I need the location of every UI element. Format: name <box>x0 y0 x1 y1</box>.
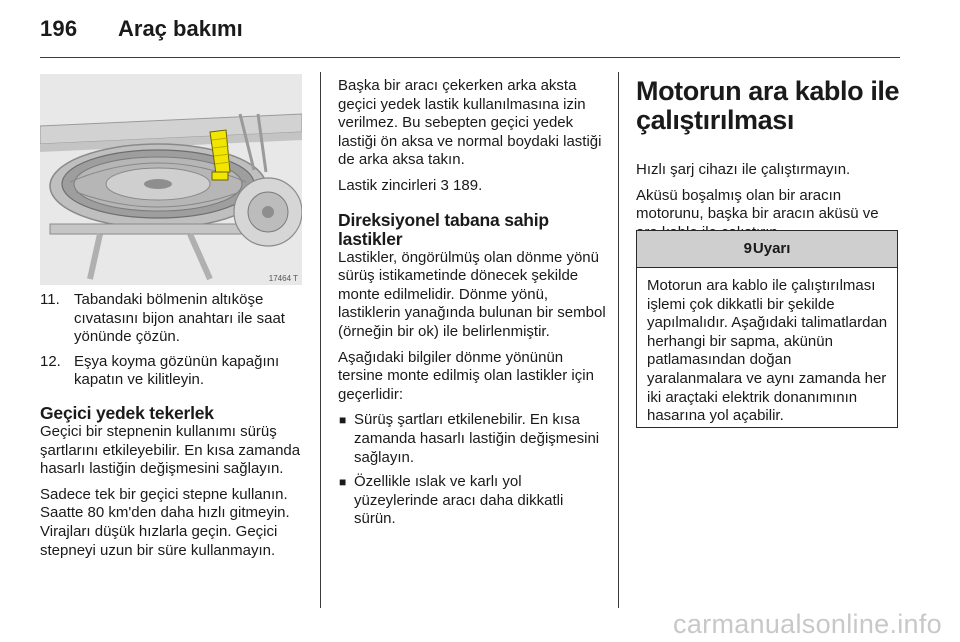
section-title: Motorun ara kablo ile çalıştırılması <box>636 76 900 135</box>
section-heading: Direksiyonel tabana sahip lastikler <box>338 209 549 249</box>
step-number: 12. <box>40 352 61 370</box>
warning-icon: 9 <box>743 240 752 257</box>
bullet-text: Sürüş şartları etkilenebilir. En kısa zamanda hasarlı lastiğin değişmesini sağlayın. <box>354 411 600 466</box>
paragraph: Lastikler, öngörülmüş olan dönme yönü sürüş istikametinde dönecek şekilde monte edilmelidir. Dönme yönü, lastiklerin yanağında bulunan bir sembol (örneğin bir ok) ile belirlenmiştir. <box>338 248 606 340</box>
bullet-text: Özellikle ıslak ve karlı yol yüzeylerinde aracı daha dikkatli sürün. <box>354 473 564 528</box>
watermark: carmanualsonline.info <box>673 609 942 639</box>
left-column <box>40 291 306 567</box>
step-number: 11. <box>40 291 60 308</box>
paragraph: Aküsü boşalmış olan bir aracın motorunu, başka bir aracın aküsü ve <box>636 186 879 223</box>
list-item <box>40 291 306 347</box>
middle-column <box>338 77 606 535</box>
bullet-list <box>338 411 606 529</box>
warning-box <box>636 230 898 428</box>
page-number: 196 <box>40 16 78 41</box>
reference-label: Lastik zincirleri <box>338 176 437 194</box>
column-divider-left <box>320 72 321 608</box>
paragraph: Aşağıdaki bilgiler dönme yönünün tersine monte edilmiş olan lastikler için geçerlidir: <box>338 348 594 403</box>
chapter-title: Araç bakımı <box>118 16 243 41</box>
list-item <box>338 411 606 467</box>
list-item <box>40 353 306 390</box>
reference-page[interactable]: 189. <box>453 176 483 194</box>
bullet-icon: ■ <box>339 413 347 428</box>
paragraph: Sadece tek bir geçici stepne kullanın. Saatte 80 km'den daha hızlı gitmeyin. Virajları düşük hızlarla geçin. Geçici stepneyi uzun bir süre kullanmayın. <box>40 485 290 559</box>
arrow-icon: 3 <box>440 176 449 194</box>
column-divider-right <box>618 72 619 608</box>
spare-wheel-illustration <box>40 74 302 285</box>
list-item <box>338 473 606 529</box>
figure-label: 17464 T <box>268 274 298 283</box>
step-text: Eşya koyma gözünün kapağını kapatın ve kilitleyin. <box>74 352 280 389</box>
step-text: Tabandaki bölmenin altıköşe cıvatasını bijon anahtarı ile saat yönünde çözün. <box>74 291 285 346</box>
paragraph: Başka bir aracı çekerken arka aksta geçici yedek lastik kullanılmasına izin verilmez. Bu sebepten geçici yedek lastiği ön aksa ve normal boydaki lastiği de arka aksa takın. <box>338 77 602 169</box>
warning-text: Motorun ara kablo ile çalıştırılması işlemi çok dikkatli bir şekilde yapılmalıdır. Aşağıdaki talimatlardan herhangi bir sapma, akünün patlamasından doğan yaralanmalara ve aynı zamanda her iki araçtaki elektrik donanımının hasarına yol açabilir. <box>647 277 888 425</box>
paragraph: Hızlı şarj cihazı ile çalıştırmayın. <box>636 161 851 178</box>
paragraph: Geçici bir stepnenin kullanımı sürüş şartlarını etkileyebilir. En kısa zamanda hasarlı lastiğin değişmesini sağlayın. <box>40 422 301 478</box>
step-list <box>40 291 306 390</box>
warning-title: Uyarı <box>752 240 791 257</box>
section-heading: Geçici yedek tekerlek <box>40 402 214 423</box>
header-rule <box>40 57 900 58</box>
bullet-icon: ■ <box>339 475 347 490</box>
right-column <box>636 77 902 249</box>
cross-reference <box>338 177 606 196</box>
warning-header <box>637 231 897 268</box>
